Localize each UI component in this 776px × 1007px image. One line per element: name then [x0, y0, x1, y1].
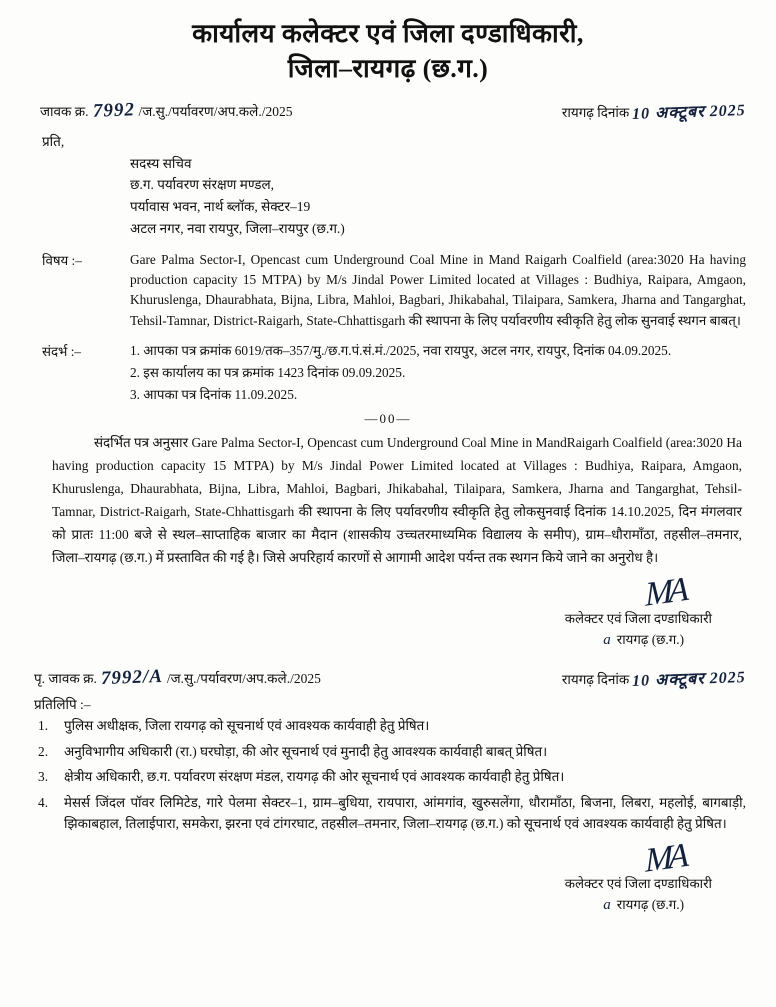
reference-row	[42, 341, 746, 407]
reference-list	[130, 341, 746, 405]
date-handwritten: 10 अक्टूबर 2025	[632, 101, 747, 123]
outward-code: /ज.सु./पर्यावरण/अप.कले./2025	[138, 103, 293, 119]
letterhead	[0, 0, 776, 86]
copy-item	[38, 792, 746, 835]
signatory-place-2	[0, 894, 684, 917]
office-title-line-1: कार्यालय कलेक्टर एवं जिला दण्डाधिकारी,	[192, 19, 584, 48]
signature-initial-icon: a	[603, 897, 611, 914]
section-separator: —00—	[364, 410, 412, 426]
date-label-2: रायगढ़ दिनांक	[561, 672, 630, 688]
signatory-place-text-2: रायगढ़ (छ.ग.)	[616, 897, 684, 913]
reference-label: संदर्भ :–	[42, 343, 82, 359]
subject-row	[42, 250, 746, 331]
signature-initial-icon: a	[603, 631, 611, 648]
dispatch-row	[40, 100, 746, 122]
copy-item	[38, 715, 746, 736]
recipient-block	[130, 153, 776, 240]
date-group	[562, 100, 746, 122]
date-handwritten-2: 10 अक्टूबर 2025	[632, 669, 747, 691]
signatory-place-text: रायगढ़ (छ.ग.)	[616, 631, 684, 647]
outward-number-group	[40, 100, 292, 122]
copy-item-number: 4.	[38, 794, 49, 810]
outward-label: जावक क्र.	[40, 103, 89, 119]
copy-item-text: क्षेत्रीय अधिकारी, छ.ग. पर्यावरण संरक्षण मंडल, रायगढ़ की ओर सूचनार्थ एवं आवश्यक कार्यवाही हेतु प्रेषित।	[64, 769, 565, 785]
copies-label: प्रतिलिपि :–	[34, 697, 91, 713]
date-label: रायगढ़ दिनांक	[561, 104, 630, 120]
copy-item-text: मेसर्स जिंदल पॉवर लिमिटेड, गारे पेलमा सेक्टर–1, ग्राम–बुधिया, रायपारा, आंमगांव, खुरुसलेंगा, धौरामाँठा, बिजना, लिबरा, महलोई, बागबाड़ी, झिकाबहाल, तिलाईपारा, समकेरा, झरना एवं टांगरघाट, तहसील–तमनार, जिला–रायगढ़ (छ.ग.) को सूचनार्थ एवं आवश्यक कार्यवाही हेतु प्रेषित।	[64, 794, 746, 832]
recipient-line-4: अटल नगर, नवा रायपुर, जिला–रायपुर (छ.ग.)	[130, 221, 345, 237]
signatory-place	[0, 629, 684, 652]
reference-item-2: 2. इस कार्यालय का पत्र क्रमांक 1423 दिनांक 09.09.2025.	[130, 364, 406, 380]
recipient-line-3: पर्यावास भवन, नार्थ ब्लॉक, सेक्टर–19	[130, 199, 311, 215]
reference-body	[130, 341, 746, 407]
copy-item-number: 2.	[38, 743, 49, 759]
signatory-designation: कलेक्टर एवं जिला दण्डाधिकारी	[564, 610, 712, 626]
copy-item-text: पुलिस अधीक्षक, जिला रायगढ़ को सूचनार्थ एवं आवश्यक कार्यवाही हेतु प्रेषित।	[64, 718, 430, 734]
date-group-2	[562, 667, 746, 689]
copy-item	[38, 741, 746, 762]
copies-list	[38, 715, 746, 834]
outward-number-handwritten: 7992	[92, 98, 135, 122]
copy-item-number: 1.	[38, 718, 49, 734]
reference-item-1: 1. आपका पत्र क्रमांक 6019/तक–357/मु./छ.ग.पं.सं.मं./2025, नवा रायपुर, अटल नगर, रायपुर, दिनांक 04.09.2025.	[130, 342, 672, 358]
signatory-designation-2: कलेक्टर एवं जिला दण्डाधिकारी	[564, 876, 712, 892]
recipient-line-1: सदस्य सचिव	[130, 155, 192, 171]
subject-label: विषय :–	[42, 253, 82, 269]
signature-block-2	[0, 836, 776, 917]
signature-icon: MA	[644, 571, 685, 614]
signature-block-1	[0, 571, 776, 651]
outward-number-group-2	[34, 667, 321, 689]
office-title-line-2: जिला–रायगढ़ (छ.ग.)	[287, 53, 489, 83]
copy-item	[38, 766, 746, 787]
recipient-line-2: छ.ग. पर्यावरण संरक्षण मण्डल,	[130, 177, 275, 193]
outward-code-2: /ज.सु./पर्यावरण/अप.कले./2025	[166, 671, 321, 687]
signature-icon: MA	[644, 836, 685, 880]
copy-item-number: 3.	[38, 769, 49, 785]
outward-label-2: पृ. जावक क्र.	[34, 671, 97, 687]
dispatch-row-2	[34, 667, 746, 689]
to-label: प्रति,	[42, 133, 65, 149]
outward-number-handwritten-2: 7992/A	[100, 666, 164, 690]
copy-item-text: अनुविभागीय अधिकारी (रा.) घरघोड़ा, की ओर सूचनार्थ एवं मुनादी हेतु आवश्यक कार्यवाही बाबत् प्रेषित।	[64, 743, 548, 759]
body-paragraph: संदर्भित पत्र अनुसार Gare Palma Sector-I, Opencast cum Underground Coal Mine in MandRaigarh Coalfield (area:3020 Ha having production capacity 15 MTPA) by M/s Jindal Power Limited located at Villages : Budhiya, Raipara, Amgaon, Khuruslenga, Dhaurabhata, Bijna, Libra, Mahloi, Bagbari, Jhikabahal, Tilaipara, Samkera, Jharna and Tangarghat, Tehsil-Tamnar, District-Raigarh, State-Chhattisgarh की स्थापना के लिए पर्यावरणीय स्वीकृति हेतु लोकसुनवाई दिनांक 14.10.2025, दिन मंगलवार को प्रातः 11:00 बजे से स्थल–साप्ताहिक बाजार का मैदान (शासकीय उच्चतरमाध्यमिक विद्यालय के समीप), ग्राम–धौरामाँठा, तहसील–तमनार, जिला–रायगढ़ (छ.ग.) में प्रस्तावित की गई है। जिसे अपरिहार्य कारणों से आगामी आदेश पर्यन्त तक स्थगन किये जाने का अनुरोध है।	[52, 434, 742, 565]
reference-item-3: 3. आपका पत्र दिनांक 11.09.2025.	[130, 386, 298, 402]
subject-text: Gare Palma Sector-I, Opencast cum Underground Coal Mine in Mand Raigarh Coalfield (area:3020 Ha having production capacity 15 MTPA) by M/s Jindal Power Limited located at Villages : Budhiya, Raipara, Amgaon, Khuruslenga, Dhaurabhata, Bijna, Libra, Mahloi, Bagbari, Jhikabahal, Tilaipara, Samkera, Jharna and Tangarghat, Tehsil-Tamnar, District-Raigarh, State-Chhattisgarh की स्थापना के लिए पर्यावरणीय स्वीकृति हेतु लोक सुनवाई स्थगन बाबत्।	[130, 252, 746, 328]
